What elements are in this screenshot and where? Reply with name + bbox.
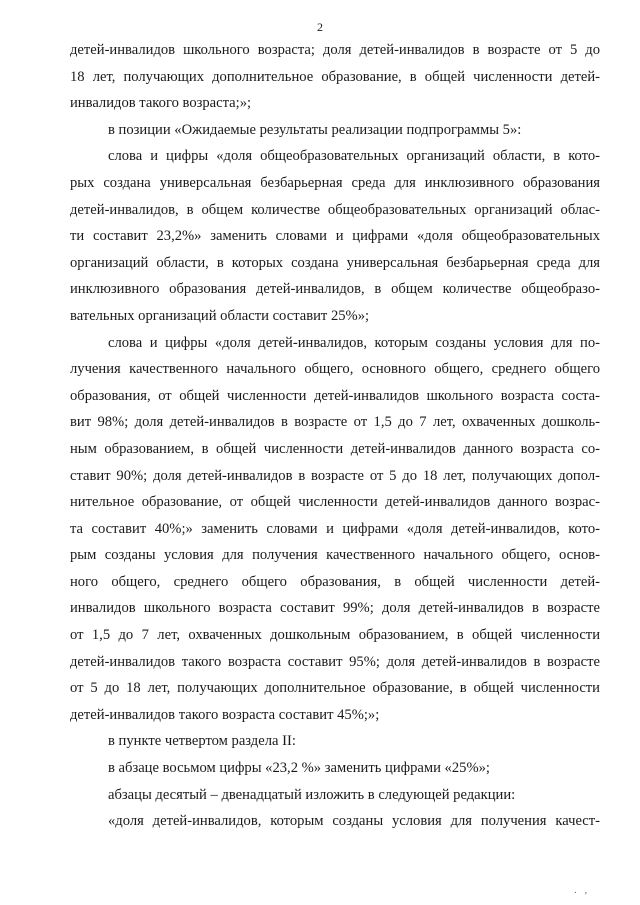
text-line: детей-инвалидов школьного возраста; доля детей-инвалидов в возрасте от 5 до	[70, 42, 600, 58]
text-line: инвалидов такого возраста;»;	[70, 95, 252, 112]
text-line: организаций области, в которых создана универсальная безбарьерная среда для	[70, 254, 600, 271]
text-line: та составит 40%;» заменить словами и цифрами «доля детей-инвалидов, кото-	[70, 520, 600, 537]
text-line: ставит 90%; доля детей-инвалидов в возрасте от 5 до 18 лет, получающих допол-	[70, 467, 600, 484]
scan-artifact: . ,	[574, 885, 590, 895]
text-line: детей-инвалидов такого возраста составит 95%; доля детей-инвалидов в возрасте	[70, 653, 600, 670]
text-line: абзацы десятый – двенадцатый изложить в следующей редакции:	[108, 786, 516, 803]
text-line: рых создана универсальная безбарьерная среда для инклюзивного образования	[70, 174, 600, 191]
text-line: инклюзивного образования детей-инвалидов, в общем количестве общеобразо-	[70, 281, 600, 298]
text-line: детей-инвалидов, в общем количестве общеобразовательных организаций облас-	[70, 201, 600, 218]
document-body	[70, 37, 600, 835]
text-line: в пункте четвертом раздела II:	[108, 733, 296, 750]
text-line: вательных организаций области составит 25%»;	[70, 307, 370, 324]
text-line: рым созданы условия для получения качественного начального общего, основ-	[70, 547, 600, 564]
text-line: ти составит 23,2%» заменить словами и цифрами «доля общеобразовательных	[70, 228, 600, 245]
text-line: слова и цифры «доля детей-инвалидов, которым созданы условия для по-	[108, 334, 600, 351]
text-line: инвалидов школьного возраста составит 99%; доля детей-инвалидов в возрасте	[70, 600, 600, 617]
page-number: 2	[317, 20, 323, 34]
text-line: нительное образование, от общей численности детей-инвалидов данного возрас-	[70, 494, 600, 511]
text-line: детей-инвалидов такого возраста составит 45%;»;	[70, 706, 380, 723]
text-line: ного общего, среднего общего образования, в общей численности детей-	[70, 573, 600, 590]
text-line: ным образованием, в общей численности детей-инвалидов данного возраста со-	[70, 440, 600, 457]
text-line: 18 лет, получающих дополнительное образование, в общей численности детей-	[70, 68, 600, 85]
text-line: в абзаце восьмом цифры «23,2 %» заменить цифрами «25%»;	[108, 760, 490, 777]
text-line: вит 98%; доля детей-инвалидов в возрасте от 1,5 до 7 лет, охваченных дошколь-	[70, 414, 600, 431]
text-line: от 1,5 до 7 лет, охваченных дошкольным образованием, в общей численности	[70, 627, 600, 644]
text-line: «доля детей-инвалидов, которым созданы условия для получения качест-	[108, 813, 600, 830]
text-line: лучения качественного начального общего, основного общего, среднего общего	[70, 361, 600, 378]
text-line: образования, от общей численности детей-инвалидов школьного возраста соста-	[70, 387, 600, 404]
text-line: от 5 до 18 лет, получающих дополнительное образование, в общей численности	[70, 680, 600, 697]
text-line: слова и цифры «доля общеобразовательных организаций области, в кото-	[108, 148, 600, 165]
text-line: в позиции «Ожидаемые результаты реализации подпрограммы 5»:	[108, 121, 522, 138]
